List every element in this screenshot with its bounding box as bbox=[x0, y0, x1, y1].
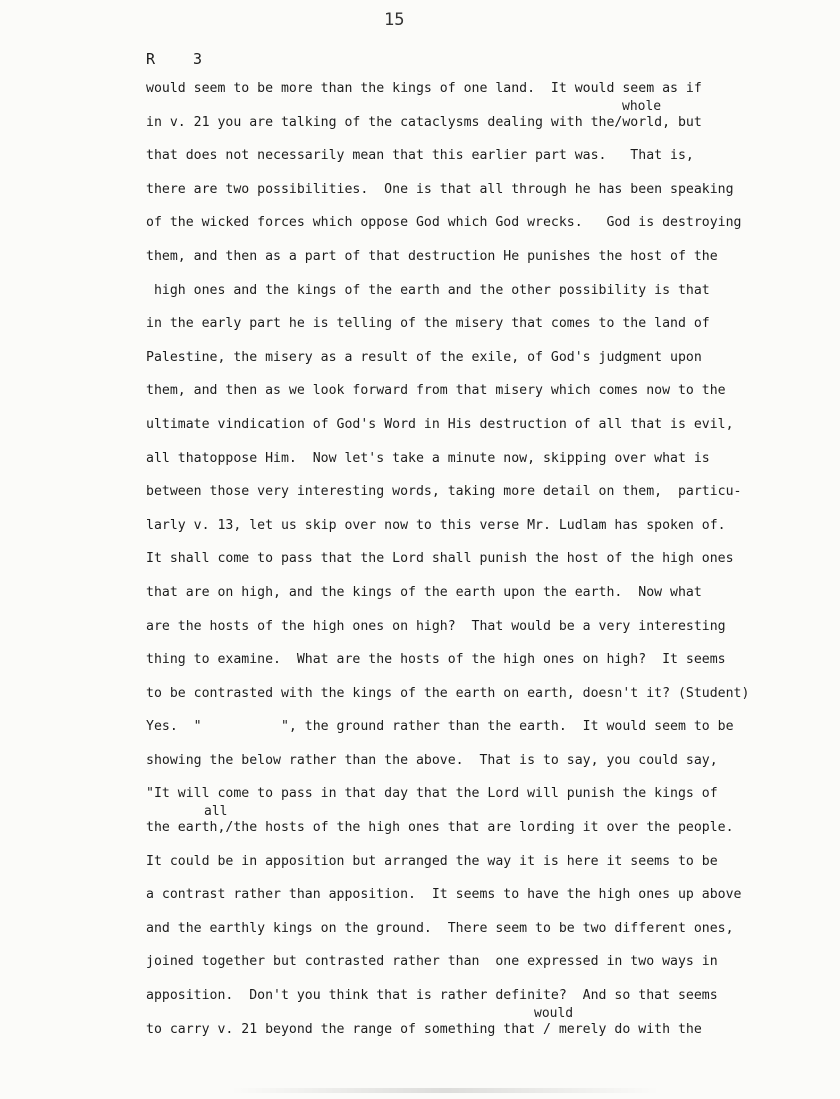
line-text: between those very interesting words, taking more detail on them, particu- bbox=[146, 484, 742, 500]
text-line bbox=[146, 248, 806, 282]
text-line bbox=[146, 685, 806, 719]
text-line bbox=[146, 953, 806, 987]
line-text: that are on high, and the kings of the earth upon the earth. Now what bbox=[146, 584, 702, 600]
line-text: to carry v. 21 beyond the range of something that / merely do with the bbox=[146, 1021, 702, 1037]
text-line bbox=[146, 804, 806, 853]
text-line bbox=[146, 315, 806, 349]
interlinear-insertion: all bbox=[204, 804, 228, 820]
line-text: would seem to be more than the kings of one land. It would seem as if bbox=[146, 81, 702, 96]
text-line bbox=[146, 920, 806, 954]
interlinear-insertion: would bbox=[534, 1005, 574, 1021]
line-text: of the wicked forces which oppose God which God wrecks. God is destroying bbox=[146, 215, 742, 231]
text-line bbox=[146, 886, 806, 920]
line-text: joined together but contrasted rather than one expressed in two ways in bbox=[146, 954, 718, 970]
text-line bbox=[146, 80, 806, 114]
text-line bbox=[146, 517, 806, 551]
line-text: It shall come to pass that the Lord shall punish the host of the high ones bbox=[146, 551, 734, 567]
line-text: larly v. 13, let us skip over now to this verse Mr. Ludlam has spoken of. bbox=[146, 517, 726, 533]
text-line bbox=[146, 550, 806, 584]
line-text: in v. 21 you are talking of the cataclysms dealing with the/world, but bbox=[146, 114, 702, 130]
page-edge-shadow bbox=[230, 1088, 660, 1093]
text-line bbox=[146, 416, 806, 450]
line-text: "It will come to pass in that day that the Lord will punish the kings of bbox=[146, 786, 718, 802]
line-text: the earth,/the hosts of the high ones that are lording it over the people. bbox=[146, 820, 734, 836]
line-text: that does not necessarily mean that this earlier part was. That is, bbox=[146, 148, 694, 164]
text-line bbox=[146, 382, 806, 416]
typed-text-body bbox=[146, 80, 806, 1054]
line-text: to be contrasted with the kings of the earth on earth, doesn't it? (Student) bbox=[146, 685, 750, 701]
text-line bbox=[146, 785, 806, 819]
section-number: 3 bbox=[193, 50, 203, 68]
line-text: there are two possibilities. One is that all through he has been speaking bbox=[146, 181, 734, 197]
line-text: high ones and the kings of the earth and the other possibility is that bbox=[146, 282, 710, 298]
line-text: Yes. " ", the ground rather than the earth. It would seem to be bbox=[146, 719, 734, 735]
line-text: them, and then as we look forward from that misery which comes now to the bbox=[146, 383, 726, 399]
line-text: are the hosts of the high ones on high? That would be a very interesting bbox=[146, 618, 726, 634]
line-text: thing to examine. What are the hosts of the high ones on high? It seems bbox=[146, 652, 726, 668]
line-text: showing the below rather than the above. That is to say, you could say, bbox=[146, 752, 718, 768]
text-line bbox=[146, 853, 806, 887]
text-line bbox=[146, 98, 806, 148]
line-text: a contrast rather than apposition. It seems to have the high ones up above bbox=[146, 887, 742, 903]
text-line bbox=[146, 483, 806, 517]
text-line bbox=[146, 282, 806, 316]
line-text: Palestine, the misery as a result of the exile, of God's judgment upon bbox=[146, 349, 702, 365]
text-line bbox=[146, 718, 806, 752]
line-text: all thatoppose Him. Now let's take a minute now, skipping over what is bbox=[146, 450, 710, 466]
text-line bbox=[146, 349, 806, 383]
text-line bbox=[146, 752, 806, 786]
text-line bbox=[146, 450, 806, 484]
page-number: 15 bbox=[384, 10, 405, 30]
interlinear-insertion: whole bbox=[622, 98, 662, 114]
text-line bbox=[146, 147, 806, 181]
line-text: in the early part he is telling of the misery that comes to the land of bbox=[146, 316, 710, 332]
line-text: ultimate vindication of God's Word in His destruction of all that is evil, bbox=[146, 416, 734, 432]
text-line bbox=[146, 651, 806, 685]
line-text: It could be in apposition but arranged the way it is here it seems to be bbox=[146, 853, 718, 869]
section-header bbox=[146, 50, 202, 68]
text-line bbox=[146, 584, 806, 618]
line-text: apposition. Don't you think that is rather definite? And so that seems bbox=[146, 988, 718, 1004]
text-line bbox=[146, 214, 806, 248]
text-line bbox=[146, 618, 806, 652]
line-text: them, and then as a part of that destruction He punishes the host of the bbox=[146, 248, 718, 264]
text-line bbox=[146, 1005, 806, 1055]
text-line bbox=[146, 987, 806, 1021]
section-letter: R bbox=[146, 50, 156, 68]
text-line bbox=[146, 181, 806, 215]
line-text: and the earthly kings on the ground. There seem to be two different ones, bbox=[146, 920, 734, 936]
